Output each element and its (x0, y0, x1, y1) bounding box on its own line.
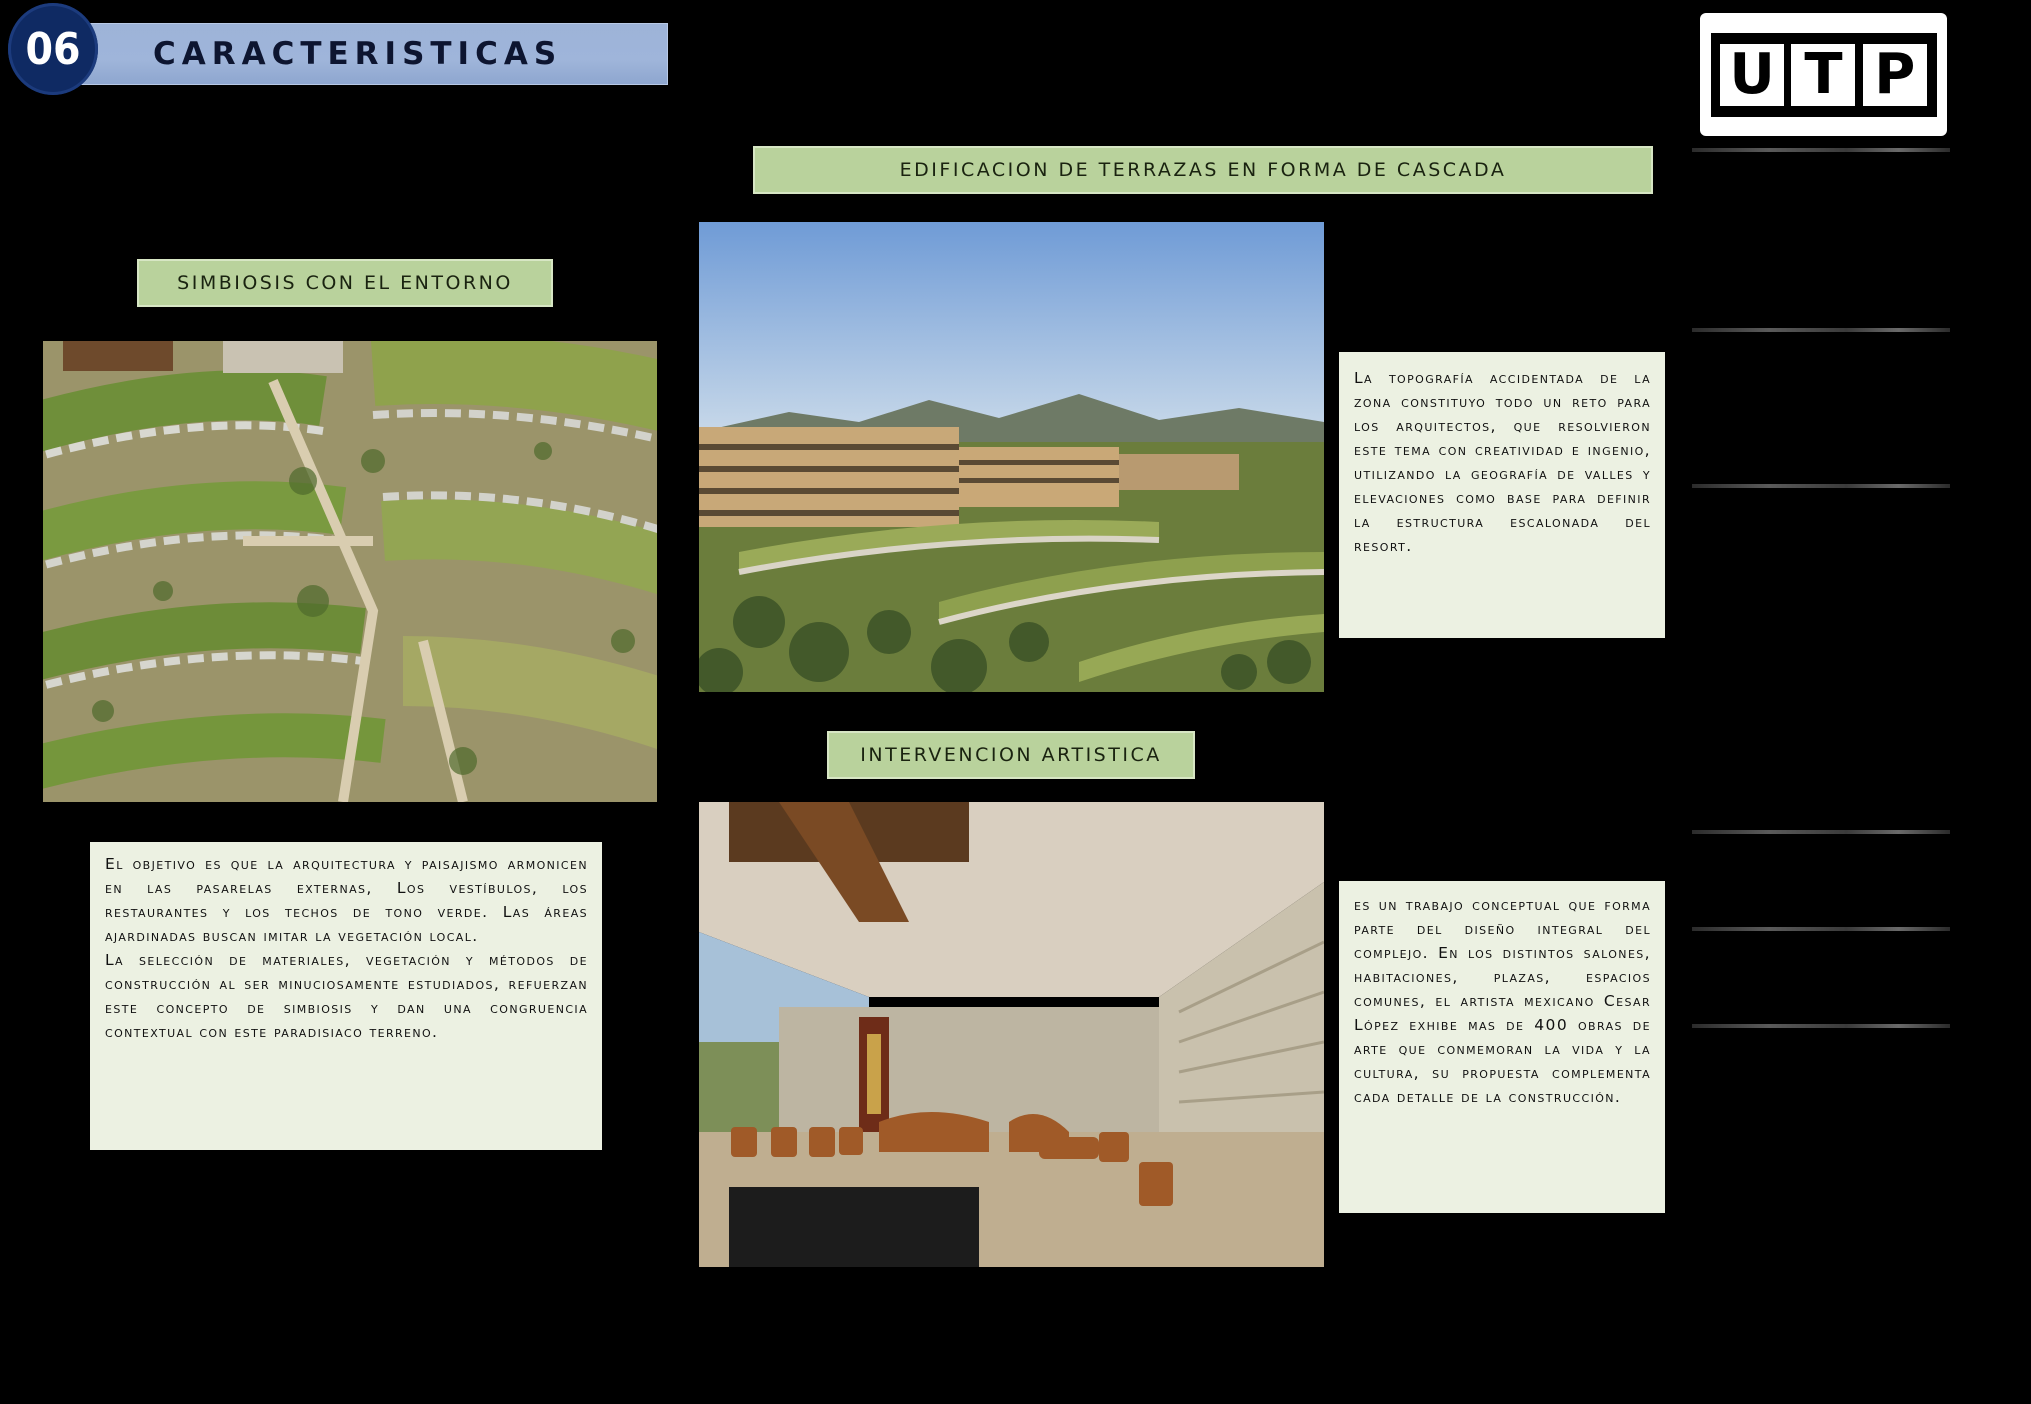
simbiosis-description-box (90, 842, 602, 1150)
label-simbiosis-text: SIMBIOSIS CON EL ENTORNO (177, 272, 513, 294)
decorative-line (1692, 148, 1950, 152)
decorative-line (1692, 328, 1950, 332)
artistica-description-box (1339, 881, 1665, 1213)
artistica-description: es un trabajo conceptual que forma parte del diseño integral del complejo. En los distintos salones, habitaciones, plazas, espacios comunes, el artista mexicano Cesar López exhibe mas de 400 obras de arte que conmemoran la vida y la cultura, su propuesta complementa cada detalle de la construcción. (1354, 896, 1651, 1106)
utp-logo-inner (1711, 33, 1937, 117)
lobby-art-photo (699, 802, 1324, 1267)
label-cascada (753, 146, 1653, 194)
cascada-description-box (1339, 352, 1665, 638)
label-simbiosis (137, 259, 553, 307)
section-title-bar (60, 23, 668, 85)
section-number: 06 (25, 23, 81, 75)
logo-letter-u: U (1720, 44, 1784, 106)
cascada-description: La topografía accidentada de la zona constituyo todo un reto para los arquitectos, que resolvieron este tema con creatividad e ingenio, utilizando la geografía de valles y elevaciones como base para definir la estructura escalonada del resort. (1354, 369, 1651, 555)
simbiosis-description-p1: El objetivo es que la arquitectura y paisajismo armonicen en las pasarelas externas, Los vestíbulos, los restaurantes y los techos de tono verde. Las áreas ajardinadas buscan imitar la vegetación local. (105, 855, 588, 945)
decorative-line (1692, 830, 1950, 834)
logo-letter-t: T (1791, 44, 1855, 106)
label-artistica-text: INTERVENCION ARTISTICA (860, 744, 1162, 766)
section-title: CARACTERISTICAS (153, 36, 563, 72)
simbiosis-description-p2: La selección de materiales, vegetación y métodos de construcción al ser minuciosamente estudiados, refuerzan este concepto de simbiosis y dan una congruencia contextual con este paradisiaco terreno. (105, 951, 588, 1041)
section-number-badge (8, 3, 98, 95)
logo-letter-p: P (1863, 44, 1927, 106)
decorative-line (1692, 1024, 1950, 1028)
decorative-line (1692, 484, 1950, 488)
aerial-terraces-photo (43, 341, 657, 802)
label-cascada-text: EDIFICACION DE TERRAZAS EN FORMA DE CASCADA (899, 159, 1507, 181)
label-artistica (827, 731, 1195, 779)
decorative-line (1692, 927, 1950, 931)
cascading-resort-photo (699, 222, 1324, 692)
utp-logo (1700, 13, 1947, 136)
